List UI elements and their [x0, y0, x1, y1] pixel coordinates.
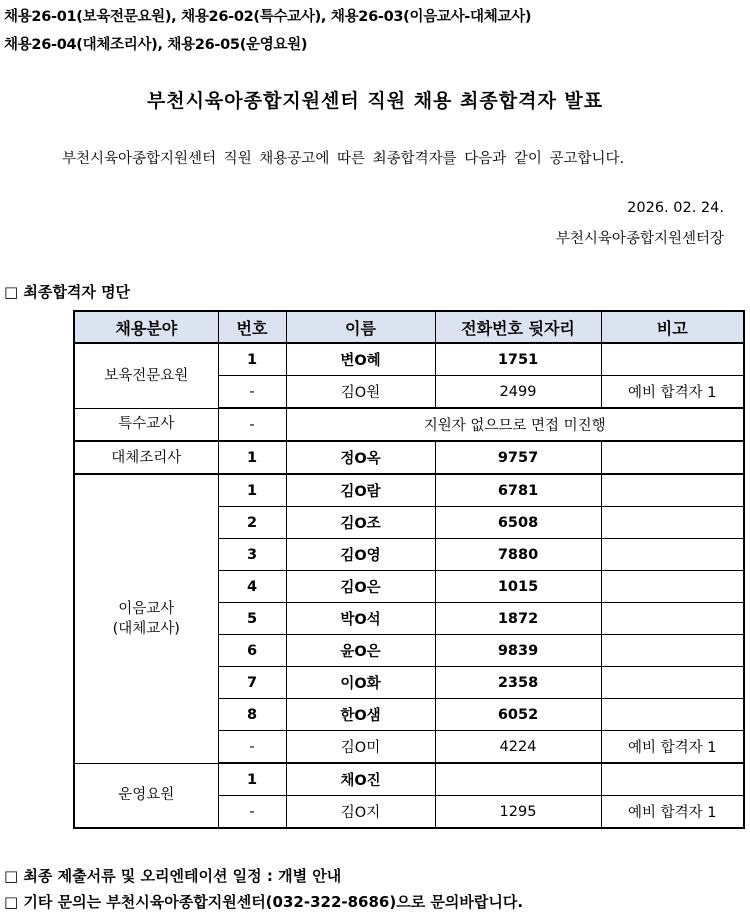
table-row	[74, 763, 744, 796]
cell-name: 채O진	[286, 763, 435, 796]
cell-number: 6	[218, 635, 286, 667]
cell-number: 1	[218, 441, 286, 474]
table-row	[74, 408, 744, 441]
cell-note	[601, 343, 744, 376]
cell-number: -	[218, 408, 286, 441]
table-row	[74, 343, 744, 376]
cell-note	[601, 763, 744, 796]
cell-note: 예비 합격자 1	[601, 376, 744, 409]
cell-field: 대체조리사	[74, 441, 218, 474]
table-header-row	[74, 311, 744, 343]
cell-phone: 6508	[435, 507, 601, 539]
cell-note	[601, 667, 744, 699]
cell-name: 이O화	[286, 667, 435, 699]
cell-name: 한O샘	[286, 699, 435, 731]
col-header-phone: 전화번호 뒷자리	[435, 311, 601, 343]
cell-phone: 2358	[435, 667, 601, 699]
col-header-field: 채용분야	[74, 311, 218, 343]
cell-name: 김O미	[286, 731, 435, 764]
cell-note	[601, 441, 744, 474]
cell-phone: 9839	[435, 635, 601, 667]
cell-name: 박O석	[286, 603, 435, 635]
cell-number: -	[218, 731, 286, 764]
cell-number: 3	[218, 539, 286, 571]
cell-number: 5	[218, 603, 286, 635]
cell-note: 예비 합격자 1	[601, 731, 744, 764]
col-header-note: 비고	[601, 311, 744, 343]
cell-name: 정O옥	[286, 441, 435, 474]
cell-note	[601, 507, 744, 539]
cell-phone: 9757	[435, 441, 601, 474]
recruitment-codes-line-2: 채용26-04(대체조리사), 채용26-05(운영요원)	[4, 37, 308, 53]
cell-field: 운영요원	[74, 763, 218, 828]
cell-merged-remark: 지원자 없으므로 면접 미진행	[286, 408, 744, 441]
cell-number: 1	[218, 763, 286, 796]
cell-name: 김O영	[286, 539, 435, 571]
cell-phone: 1751	[435, 343, 601, 376]
cell-phone: 1015	[435, 571, 601, 603]
cell-number: 1	[218, 474, 286, 507]
cell-note	[601, 635, 744, 667]
cell-number: 1	[218, 343, 286, 376]
cell-number: 4	[218, 571, 286, 603]
final-applicants-table	[73, 310, 745, 829]
cell-name: 김O원	[286, 376, 435, 409]
issuer-name: 부천시육아종합지원센터장	[555, 231, 724, 247]
cell-field: 이음교사 (대체교사)	[74, 474, 218, 763]
cell-phone: 6052	[435, 699, 601, 731]
cell-name: 김O지	[286, 796, 435, 829]
cell-note: 예비 합격자 1	[601, 796, 744, 829]
cell-phone: 2499	[435, 376, 601, 409]
cell-name: 김O조	[286, 507, 435, 539]
cell-number: -	[218, 796, 286, 829]
cell-phone	[435, 763, 601, 796]
cell-name: 윤O은	[286, 635, 435, 667]
cell-note	[601, 603, 744, 635]
cell-note	[601, 539, 744, 571]
cell-name: 변O혜	[286, 343, 435, 376]
cell-phone: 1872	[435, 603, 601, 635]
cell-phone: 7880	[435, 539, 601, 571]
cell-phone: 6781	[435, 474, 601, 507]
col-header-name: 이름	[286, 311, 435, 343]
cell-number: 8	[218, 699, 286, 731]
cell-note	[601, 571, 744, 603]
intro-text: 부천시육아종합지원센터 직원 채용공고에 따른 최종합격자를 다음과 같이 공고합니다.	[62, 151, 625, 167]
cell-field: 보육전문요원	[74, 343, 218, 408]
table-body	[74, 343, 744, 828]
cell-name: 김O은	[286, 571, 435, 603]
recruitment-codes-line-1: 채용26-01(보육전문요원), 채용26-02(특수교사), 채용26-03(이음교사-대체교사)	[4, 9, 532, 25]
cell-note	[601, 699, 744, 731]
section-title-final-list: □ 최종합격자 명단	[4, 283, 131, 301]
announcement-date: 2026. 02. 24.	[627, 200, 724, 216]
cell-note	[601, 474, 744, 507]
cell-number: -	[218, 376, 286, 409]
cell-number: 7	[218, 667, 286, 699]
cell-name: 김O람	[286, 474, 435, 507]
col-header-number: 번호	[218, 311, 286, 343]
note-contact: □ 기타 문의는 부천시육아종합지원센터(032-322-8686)으로 문의바랍니다.	[4, 893, 524, 911]
table-row	[74, 474, 744, 507]
cell-phone: 4224	[435, 731, 601, 764]
cell-phone: 1295	[435, 796, 601, 829]
note-schedule: □ 최종 제출서류 및 오리엔테이션 일정 : 개별 안내	[4, 867, 342, 885]
cell-number: 2	[218, 507, 286, 539]
cell-field: 특수교사	[74, 408, 218, 441]
table-row	[74, 441, 744, 474]
page-title: 부천시육아종합지원센터 직원 채용 최종합격자 발표	[146, 90, 604, 112]
